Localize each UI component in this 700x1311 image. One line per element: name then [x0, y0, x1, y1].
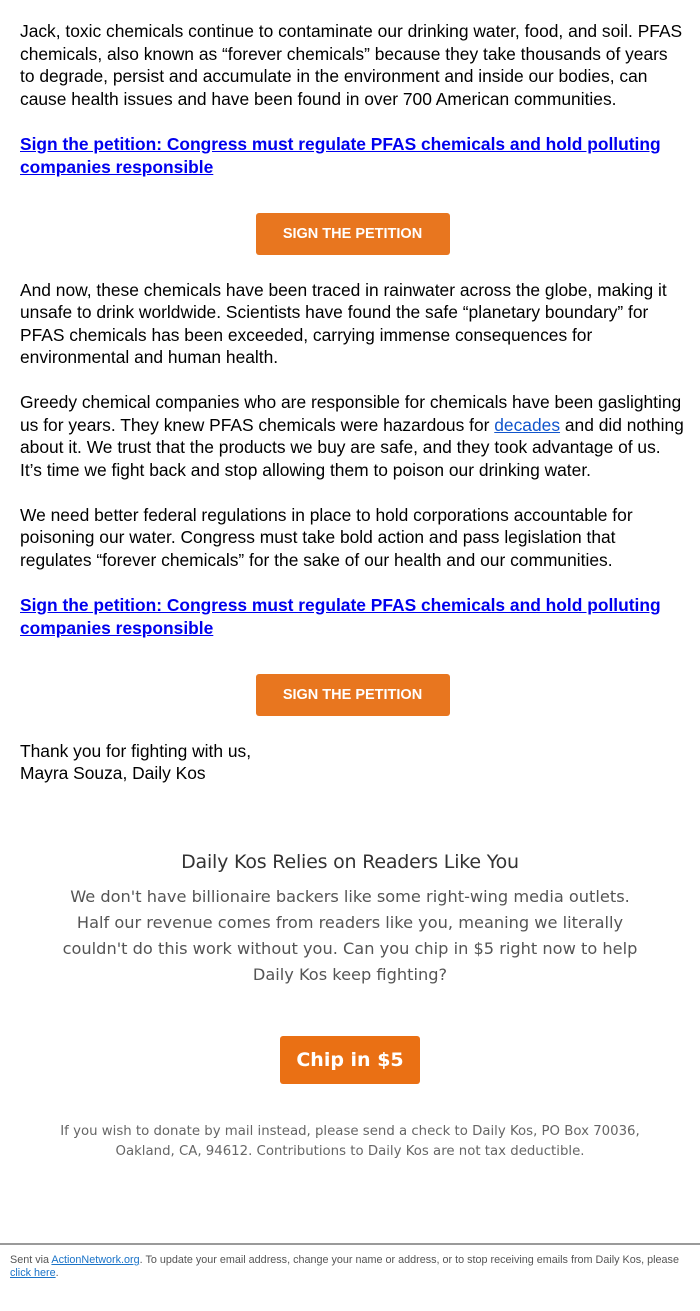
signoff-line-2: Mayra Souza, Daily Kos: [20, 763, 206, 783]
support-title: Daily Kos Relies on Readers Like You: [181, 851, 519, 873]
greedy-paragraph: [20, 391, 685, 481]
sign-petition-button-top[interactable]: SIGN THE PETITION: [256, 213, 450, 255]
footer-middle-text: . To update your email address, change your name or address, or to stop receiving emails from Daily Kos, please: [139, 1254, 679, 1266]
petition-link-bottom[interactable]: Sign the petition: Congress must regulate PFAS chemicals and hold polluting companies responsible: [20, 594, 661, 638]
footer-end-text: .: [55, 1267, 59, 1279]
greedy-paragraph-after: and did nothing about it. We trust that the products we buy are safe, and they took advantage of us. It’s time we fight back and stop allowing them to poison our drinking water.: [20, 414, 684, 480]
support-section: [0, 848, 700, 1162]
signoff-line-1: Thank you for fighting with us,: [20, 740, 252, 761]
support-body: We don't have billionaire backers like some right-wing media outlets. Half our revenue comes from readers like you, meaning we literally couldn't do this work without you. Can you chip in $5 right now to help Daily Kos keep fighting?: [62, 887, 638, 984]
unsubscribe-click-here-link[interactable]: click here: [10, 1267, 56, 1279]
mail-donation-note: If you wish to donate by mail instead, please send a check to Daily Kos, PO Box 70036, Oakland, CA, 94612. Contributions to Daily Kos are not tax deductible.: [60, 1124, 640, 1159]
petition-button-wrap-top: [20, 213, 685, 255]
footer-sent-via: Sent via: [10, 1254, 52, 1266]
sign-petition-button-bottom[interactable]: SIGN THE PETITION: [256, 674, 450, 716]
intro-paragraph: Jack, toxic chemicals continue to contaminate our drinking water, food, and soil. PFAS chemicals, also known as “forever chemicals” because they take thousands of years to degrade, persist and accumulate in the environment and inside our bodies, can cause health issues and have been found in over 700 American communities.: [20, 21, 683, 109]
rainwater-paragraph: And now, these chemicals have been traced in rainwater across the globe, making it unsafe to drink worldwide. Scientists have found the safe “planetary boundary” for PFAS chemicals has been exceeded, carrying immense consequences for environmental and human health.: [20, 279, 667, 367]
petition-link-top[interactable]: Sign the petition: Congress must regulate PFAS chemicals and hold polluting companies responsible: [20, 133, 661, 177]
petition-button-wrap-bottom: [20, 674, 685, 716]
chip-in-button[interactable]: Chip in $5: [280, 1036, 420, 1084]
decades-link[interactable]: decades: [494, 414, 561, 435]
footer: [10, 1254, 690, 1280]
footer-divider: [0, 1243, 700, 1245]
greedy-paragraph-before: Greedy chemical companies who are responsible for chemicals have been gaslighting us for years. They knew PFAS chemicals were hazardous for: [20, 392, 682, 435]
action-network-link[interactable]: ActionNetwork.org: [51, 1254, 140, 1266]
regulation-paragraph: We need better federal regulations in place to hold corporations accountable for poisoning our water. Congress must take bold action and pass legislation that regulates “forever chemicals” for the sake of our health and our communities.: [20, 504, 633, 570]
email-body: [20, 20, 685, 785]
